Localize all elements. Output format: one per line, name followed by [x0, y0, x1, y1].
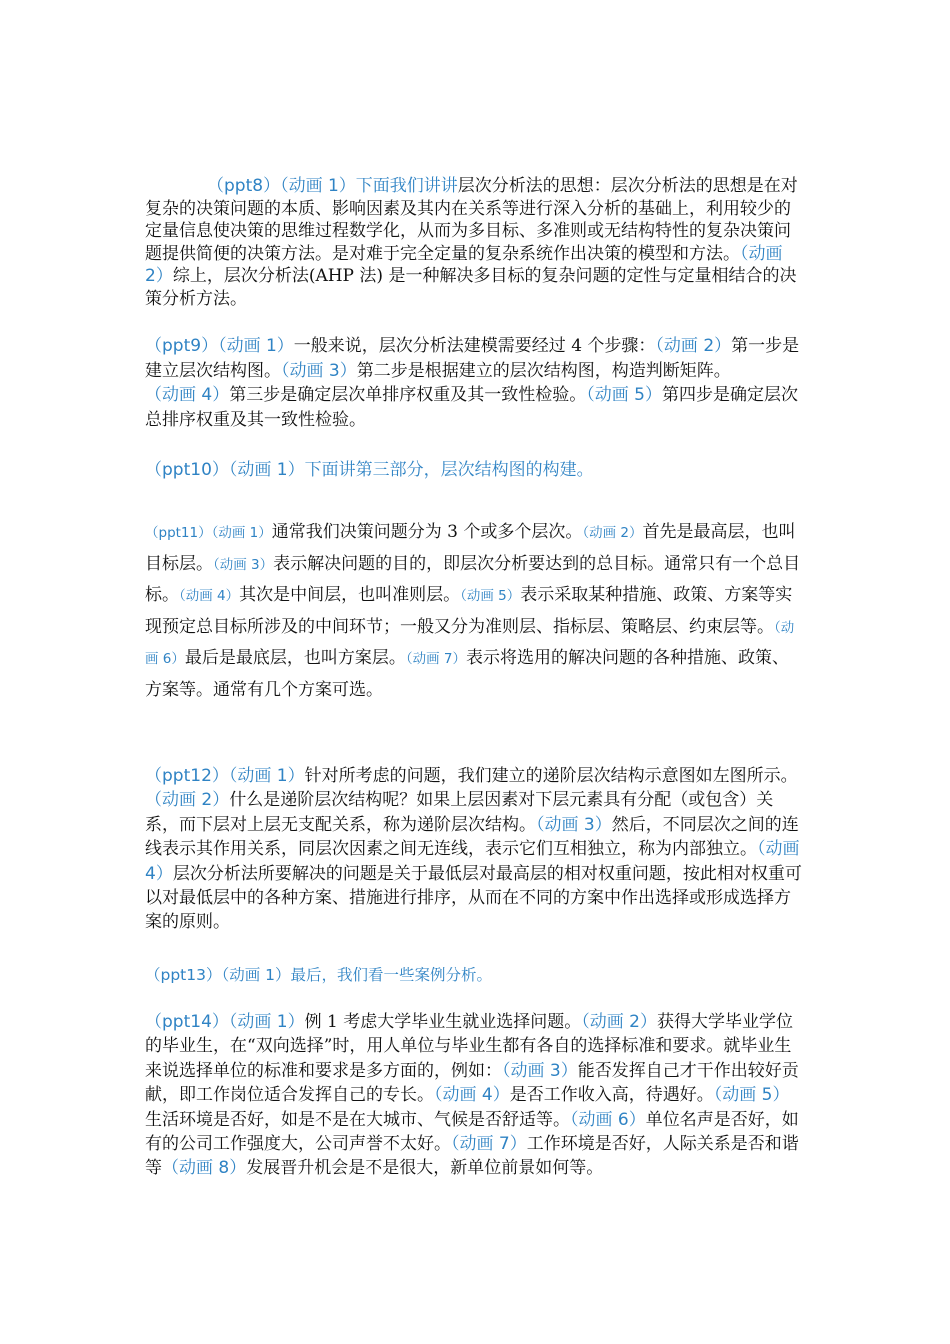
body-text: 其次是中间层，也叫准则层。	[239, 585, 461, 605]
animation-marker: （ppt13）（动画 1）最后，我们看一些案例分析。	[145, 966, 493, 984]
animation-marker: （动画 2）	[581, 1012, 657, 1032]
paragraph-ppt8	[145, 175, 805, 311]
body-text: 然后，不同层次之间的连线表示其作用关系，同层次因素之间无连线，表示它们互相独立，称为内部独立。	[145, 814, 799, 860]
body-text: 例 1 考虑大学毕业生就业选择问题。	[304, 1012, 582, 1032]
animation-marker: （ppt9）（动画 1）	[145, 336, 294, 356]
body-text: 第四步是确定层次总排序权重及其一致性检验。	[145, 385, 798, 430]
animation-marker: （ppt11）（动画 1）	[145, 525, 272, 541]
animation-marker: （动画 3）	[213, 556, 274, 573]
animation-marker: （动画 5）	[460, 588, 521, 604]
body-text: 什么是递阶层次结构呢？如果上层因素对下层元素具有分配（或包含）关系，而下层对上层无支配关系，称为递阶层次结构。	[145, 790, 774, 835]
body-text: 通常我们决策问题分为 3 个或多个层次。	[271, 522, 583, 542]
body-text: 获得大学毕业学位的毕业生，在“双向选择”时，用人单位与毕业生都有各自的选择标准和要求。就毕业生来说选择单位的标准和要求是多方面的，例如：	[145, 1012, 793, 1081]
animation-marker: （动画 6）	[145, 619, 795, 667]
body-text: 表示将选用的解决问题的各种措施、政策、方案等。通常有几个方案可选。	[145, 648, 790, 700]
animation-marker: （动画 4）	[179, 588, 240, 604]
body-text: 层次分析法所要解决的问题是关于最低层对最高层的相对权重问题，按此相对权重可以对最低层中的各种方案、措施进行排序，从而在不同的方案中作出选择或形成选择方案的原则。	[145, 863, 802, 933]
animation-marker: （ppt8）（动画 1）下面我们讲讲	[207, 176, 458, 196]
animation-marker: （动画 8）	[162, 1158, 247, 1179]
animation-marker: （动画 2）	[582, 525, 643, 541]
paragraph-ppt14	[145, 1010, 805, 1181]
animation-marker: （动画 3）	[502, 1060, 578, 1081]
animation-marker: （动画 2）	[655, 336, 732, 356]
animation-marker: （动画 7）	[405, 651, 467, 667]
body-text: 最后是最底层，也叫方案层。	[184, 648, 406, 668]
paragraph-ppt11	[145, 517, 805, 705]
body-text: 层次分析法的思想：层次分析法的思想是在对复杂的决策问题的本质、影响因素及其内在关系等进行深入分析的基础上，利用较少的定量信息使决策的思维过程数学化，从而为多目标、多准则或无结构特性的复杂决策问题提供简便的决策方法。是对难于完全定量的复杂系统作出决策的模型和方法。	[145, 176, 798, 264]
paragraph-ppt9	[145, 334, 805, 432]
body-text: 表示采取某种措施、政策、方案等实现预定总目标所涉及的中间环节；一般又分为准则层、指标层、策略层、约束层等。	[145, 585, 793, 637]
body-text: 生活环境是否好，如是不是在大城市、气候是否舒适等。	[145, 1109, 570, 1130]
body-text: 是否工作收入高，待遇好。	[509, 1085, 714, 1106]
animation-marker: （动画 5）	[586, 385, 662, 405]
animation-marker: （动画 3）	[536, 814, 612, 835]
animation-marker: （动画 7）	[451, 1134, 527, 1155]
animation-marker: （ppt14）（动画 1）	[145, 1012, 305, 1032]
animation-marker: （动画 4）	[145, 385, 230, 405]
body-text: 第一步是建立层次结构图。	[145, 336, 800, 381]
body-text: 第二步是根据建立的层次结构图，构造判断矩阵。	[356, 360, 731, 381]
animation-marker: （动画 2）	[145, 243, 783, 287]
animation-marker: （动画 4）	[434, 1085, 510, 1106]
paragraph-ppt13	[145, 964, 805, 986]
animation-marker: （ppt10）（动画 1）下面讲第三部分，层次结构图的构建。	[145, 460, 594, 480]
body-text: 工作环境是否好，人际关系是否和谐等	[145, 1134, 799, 1179]
paragraph-ppt12	[145, 764, 805, 935]
animation-marker: （动画 2）	[145, 790, 230, 811]
body-text: 表示解决问题的目的，即层次分析要达到的总目标。通常只有一个总目标。	[145, 553, 801, 605]
body-text: 能否发挥自己才干作出较好贡献，即工作岗位适合发挥自己的专长。	[145, 1060, 799, 1106]
body-text: 单位名声是否好，如有的公司工作强度大，公司声誉不太好。	[145, 1109, 799, 1155]
paragraph-ppt10	[145, 458, 805, 482]
body-text: 一般来说，层次分析法建模需要经过 4 个步骤：	[293, 336, 656, 356]
animation-marker: （ppt12）（动画 1）	[145, 766, 305, 786]
body-text: 发展晋升机会是不是很大，新单位前景如何等。	[246, 1158, 604, 1179]
animation-marker: （动画 3）	[281, 360, 357, 381]
body-text: 第三步是确定层次单排序权重及其一致性检验。	[229, 385, 587, 405]
body-text: 针对所考虑的问题，我们建立的递阶层次结构示意图如左图所示。	[304, 766, 798, 786]
animation-marker: （动画 5）	[713, 1085, 790, 1106]
body-text: 综上，层次分析法(AHP 法) 是一种解决多目标的复杂问题的定性与定量相结合的决策分析方法。	[145, 266, 797, 309]
animation-marker: （动画 4）	[145, 839, 800, 884]
animation-marker: （动画 6）	[570, 1109, 646, 1130]
body-text: 首先是最高层，也叫目标层。	[145, 522, 796, 574]
